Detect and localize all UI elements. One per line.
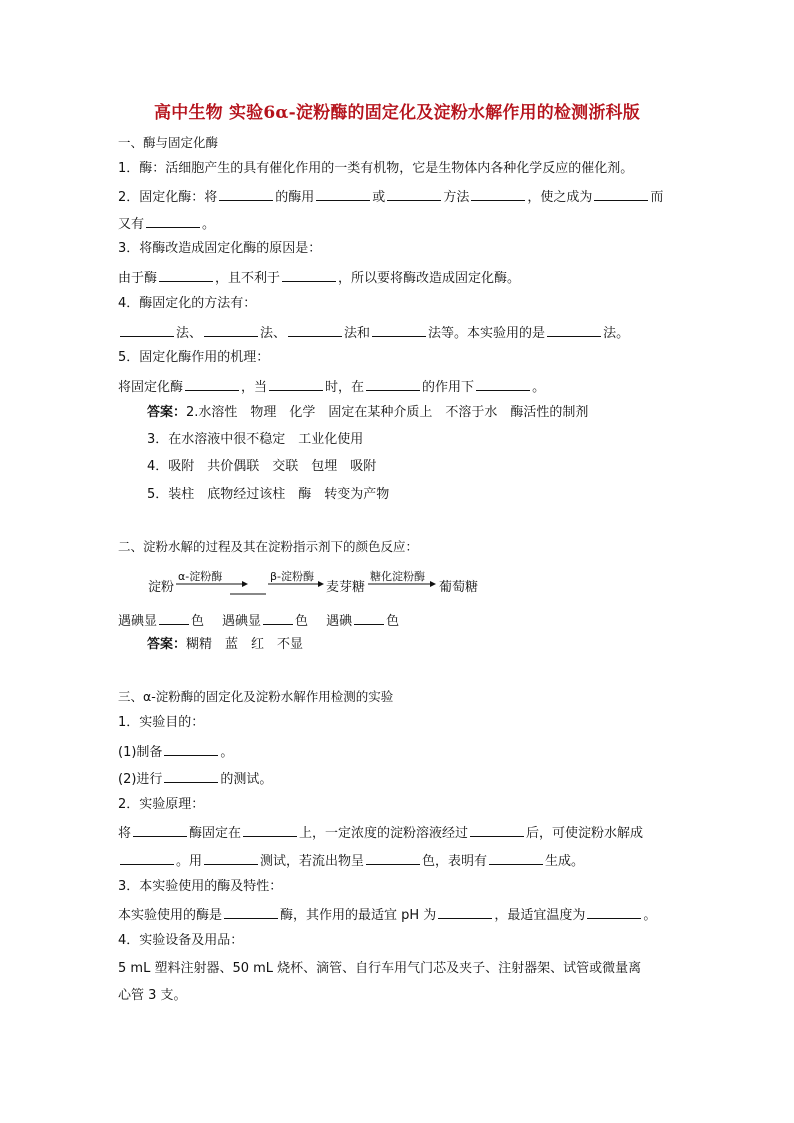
text: 上，一定浓度的淀粉溶液经过 bbox=[299, 826, 469, 841]
s1-line-9 bbox=[118, 377, 545, 397]
blank bbox=[219, 187, 273, 201]
blank bbox=[164, 742, 218, 756]
blank bbox=[587, 905, 641, 919]
blank bbox=[243, 823, 297, 837]
text: 色，表明有 bbox=[422, 854, 488, 869]
text: 或 bbox=[372, 190, 386, 205]
blank bbox=[185, 377, 239, 391]
blank bbox=[120, 851, 174, 865]
text: ，且不利于 bbox=[215, 271, 281, 286]
s3-line-8 bbox=[118, 905, 656, 925]
s3-line-3 bbox=[118, 769, 272, 789]
text: 测试，若流出物呈 bbox=[260, 854, 365, 869]
blank bbox=[263, 611, 293, 625]
s1-line-4: 3．将酶改造成固定化酶的原因是： bbox=[118, 241, 322, 256]
text: 将固定化酶 bbox=[118, 380, 184, 395]
text: 本实验使用的酶是 bbox=[118, 908, 223, 923]
blank bbox=[387, 187, 441, 201]
blank bbox=[372, 323, 426, 337]
text: 的测试。 bbox=[220, 772, 273, 787]
s3-line-11: 心管 3 支。 bbox=[118, 988, 187, 1003]
section-3-heading: 三、α-淀粉酶的固定化及淀粉水解作用检测的实验 bbox=[118, 689, 394, 704]
text: 法。 bbox=[603, 326, 630, 341]
glucose-label: 葡萄糖 bbox=[439, 580, 479, 595]
s1-line-1: 1．酶：活细胞产生的具有催化作用的一类有机物，它是生物体内各种化学反应的催化剂。 bbox=[118, 161, 634, 176]
blank bbox=[269, 377, 323, 391]
blank bbox=[146, 214, 200, 228]
text: 又有 bbox=[118, 217, 145, 232]
text: 法和 bbox=[344, 326, 371, 341]
s3-line-7: 3．本实验使用的酶及特性： bbox=[118, 879, 283, 894]
text: 将 bbox=[118, 826, 132, 841]
blank bbox=[133, 823, 187, 837]
blank bbox=[366, 851, 420, 865]
text: 法、 bbox=[176, 326, 203, 341]
text: 2．固定化酶：将 bbox=[118, 190, 218, 205]
text: 而 bbox=[650, 190, 664, 205]
text: 遇碘 bbox=[326, 614, 353, 629]
alpha-amylase-label: α-淀粉酶 bbox=[178, 570, 223, 583]
text: 的酶用 bbox=[275, 190, 315, 205]
blank bbox=[366, 377, 420, 391]
text: 由于酶 bbox=[118, 271, 158, 286]
answer-label: 答案： bbox=[147, 637, 187, 652]
blank bbox=[354, 611, 384, 625]
s1-line-6: 4．酶固定化的方法有： bbox=[118, 296, 257, 311]
blank bbox=[476, 377, 530, 391]
blank bbox=[159, 611, 189, 625]
section-2-heading: 二、淀粉水解的过程及其在淀粉指示剂下的颜色反应： bbox=[118, 539, 419, 554]
s1-line-2 bbox=[118, 187, 663, 207]
iodine-color-line bbox=[118, 611, 399, 631]
text: ，最适宜温度为 bbox=[494, 908, 586, 923]
text: 时，在 bbox=[325, 380, 365, 395]
s3-line-2 bbox=[118, 742, 233, 762]
text: 酶，其作用的最适宜 pH 为 bbox=[280, 908, 437, 923]
text: 色 bbox=[295, 614, 309, 629]
text: 生成。 bbox=[545, 854, 585, 869]
s1-answer-4: 5．装柱 底物经过该柱 酶 转变为产物 bbox=[147, 487, 390, 502]
text: ，当 bbox=[241, 380, 268, 395]
blank bbox=[594, 187, 648, 201]
s1-line-3 bbox=[118, 214, 215, 234]
blank bbox=[159, 268, 213, 282]
text: 。用 bbox=[176, 854, 203, 869]
s3-line-1: 1．实验目的： bbox=[118, 715, 205, 730]
text: 法、 bbox=[260, 326, 287, 341]
blank bbox=[204, 851, 258, 865]
text: 方法 bbox=[443, 190, 470, 205]
s1-line-5 bbox=[118, 268, 520, 288]
blank bbox=[438, 905, 492, 919]
s3-line-5 bbox=[118, 823, 643, 843]
s1-line-8: 5．固定化酶作用的机理： bbox=[118, 350, 270, 365]
text: ，所以要将酶改造成固定化酶。 bbox=[338, 271, 521, 286]
text: 的作用下 bbox=[422, 380, 475, 395]
blank bbox=[471, 187, 525, 201]
starch-label: 淀粉 bbox=[148, 580, 175, 595]
blank bbox=[547, 323, 601, 337]
s3-line-4: 2．实验原理： bbox=[118, 797, 205, 812]
s1-line-7 bbox=[118, 323, 629, 343]
blank bbox=[164, 769, 218, 783]
maltose-label: 麦芽糖 bbox=[326, 580, 366, 595]
text: 后，可使淀粉水解成 bbox=[526, 826, 644, 841]
glucoamylase-label: 糖化淀粉酶 bbox=[370, 570, 425, 583]
text: (2)进行 bbox=[118, 772, 163, 787]
text: 遇碘显 bbox=[118, 614, 158, 629]
text: 。 bbox=[202, 217, 216, 232]
s1-answer-2: 3．在水溶液中很不稳定 工业化使用 bbox=[147, 432, 364, 447]
s1-answer-3: 4．吸附 共价偶联 交联 包埋 吸附 bbox=[147, 459, 377, 474]
s3-line-6 bbox=[118, 851, 584, 871]
text: ，使之成为 bbox=[527, 190, 593, 205]
document-title: 高中生物 实验6α-淀粉酶的固定化及淀粉水解作用的检测浙科版 bbox=[154, 103, 640, 123]
blank bbox=[282, 268, 336, 282]
s2-answer bbox=[147, 636, 303, 654]
starch-hydrolysis-diagram bbox=[148, 568, 508, 602]
s3-line-9: 4．实验设备及用品： bbox=[118, 933, 244, 948]
answer-text: 糊精 蓝 红 不显 bbox=[186, 637, 304, 652]
text: 。 bbox=[532, 380, 546, 395]
text: 色 bbox=[386, 614, 400, 629]
s3-line-10: 5 mL 塑料注射器、50 mL 烧杯、滴管、自行车用气门芯及夹子、注射器架、试管或微量离 bbox=[118, 961, 642, 976]
text: (1)制备 bbox=[118, 745, 163, 760]
section-1-heading: 一、酶与固定化酶 bbox=[118, 135, 219, 150]
blank bbox=[489, 851, 543, 865]
blank bbox=[204, 323, 258, 337]
s1-answer-1 bbox=[147, 404, 588, 422]
blank bbox=[316, 187, 370, 201]
answer-text: 2.水溶性 物理 化学 固定在某种介质上 不溶于水 酶活性的制剂 bbox=[186, 405, 589, 420]
blank bbox=[288, 323, 342, 337]
text: 。 bbox=[643, 908, 657, 923]
answer-label: 答案： bbox=[147, 405, 187, 420]
text: 。 bbox=[220, 745, 234, 760]
text: 色 bbox=[191, 614, 205, 629]
blank bbox=[120, 323, 174, 337]
text: 法等。本实验用的是 bbox=[428, 326, 546, 341]
beta-amylase-label: β-淀粉酶 bbox=[270, 570, 314, 583]
blank bbox=[224, 905, 278, 919]
text: 酶固定在 bbox=[189, 826, 242, 841]
blank bbox=[470, 823, 524, 837]
text: 遇碘显 bbox=[222, 614, 262, 629]
